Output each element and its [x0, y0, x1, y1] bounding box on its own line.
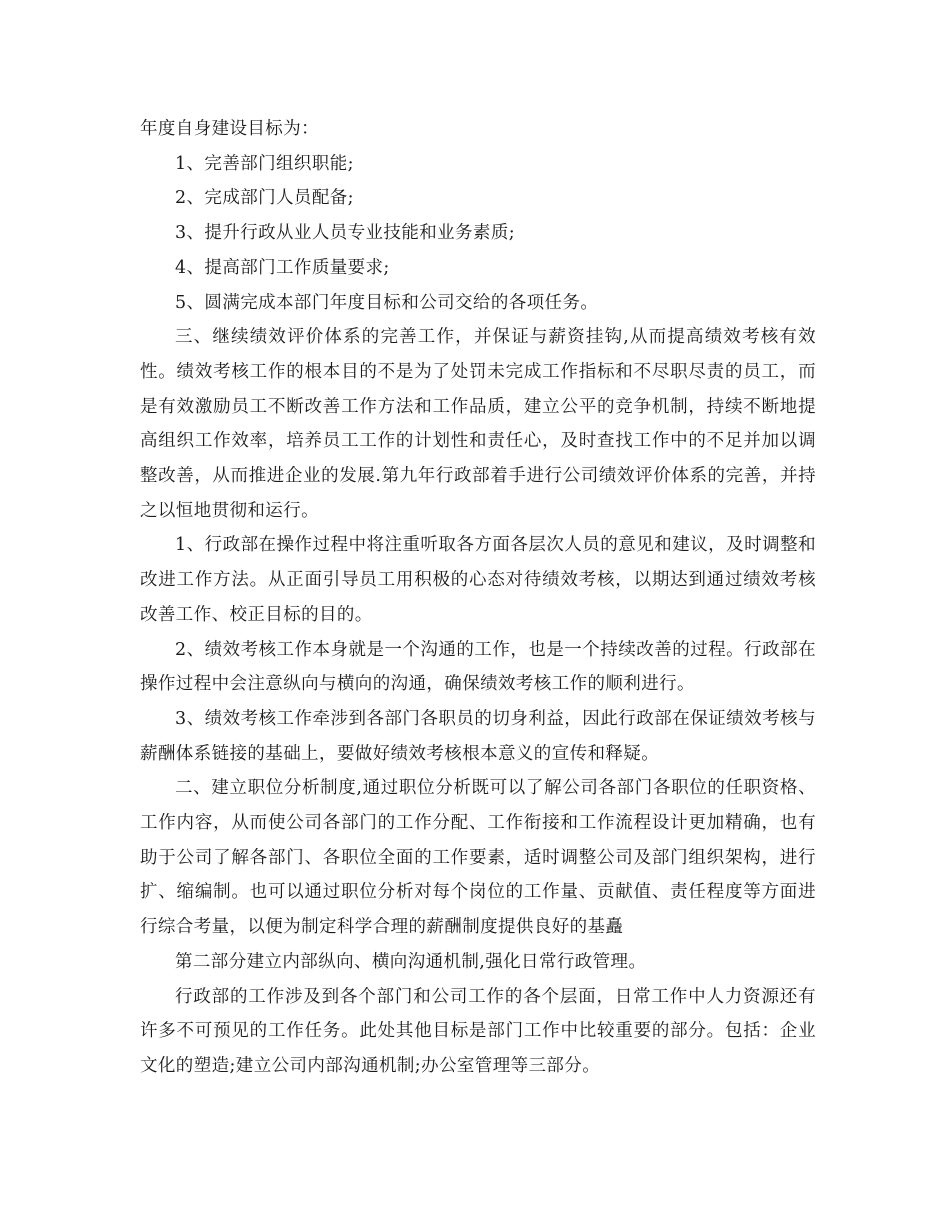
performance-point-3: 3、绩效考核工作牵涉到各部门各职员的切身利益，因此行政部在保证绩效考核与薪酬体系链接的基础上，要做好绩效考核根本意义的宣传和释疑。 [140, 708, 816, 764]
performance-point-2: 2、绩效考核工作本身就是一个沟通的工作，也是一个持续改善的过程。行政部在操作过程中会注意纵向与横向的沟通，确保绩效考核工作的顺利进行。 [140, 639, 816, 695]
list-item-5: 5、圆满完成本部门年度目标和公司交给的各项任务。 [175, 292, 599, 313]
section-job-analysis: 二、建立职位分析制度,通过职位分析既可以了解公司各部门各职位的任职资格、工作内容，从而使公司各部门的工作分配、工作衔接和工作流程设计更加精确，也有助于公司了解各部门、各职位全面的工作要素，适时调整公司及部门组织架构，进行扩、缩编制。也可以通过职位分析对每个岗位的工作量、贡献值、责任程度等方面进行综合考量，以便为制定科学合理的薪酬制度提供良好的基矗 [140, 778, 816, 938]
list-item-2: 2、完成部门人员配备; [175, 188, 354, 209]
paragraph-intro: 年度自身建设目标为： [140, 119, 319, 139]
list-item-4: 4、提高部门工作质量要求; [175, 257, 390, 278]
part-two-body: 行政部的工作涉及到各个部门和公司工作的各个层面，日常工作中人力资源还有许多不可预见的工作任务。此处其他目标是部门工作中比较重要的部分。包括：企业文化的塑造;建立公司内部沟通机制;办公室管理等三部分。 [140, 986, 816, 1076]
part-two-heading: 第二部分建立内部纵向、横向沟通机制,强化日常行政管理。 [175, 951, 647, 972]
section-performance-evaluation: 三、继续绩效评价体系的完善工作，并保证与薪资挂钩,从而提高绩效考核有效性。绩效考核工作的根本目的不是为了处罚未完成工作指标和不尽职尽责的员工，而是有效激励员工不断改善工作方法和工作品质，建立公平的竞争机制，持续不断地提高组织工作效率，培养员工工作的计划性和责任心，及时查找工作中的不足并加以调整改善，从而推进企业的发展.第九年行政部着手进行公司绩效评价体系的完善，并持之以恒地贯彻和运行。 [140, 327, 816, 521]
document-body [140, 112, 816, 1084]
list-item-3: 3、提升行政从业人员专业技能和业务素质; [175, 223, 516, 244]
performance-point-1: 1、行政部在操作过程中将注重听取各方面各层次人员的意见和建议，及时调整和改进工作方法。从正面引导员工用积极的心态对待绩效考核，以期达到通过绩效考核改善工作、校正目标的目的。 [140, 535, 816, 625]
list-item-1: 1、完善部门组织职能; [175, 153, 354, 174]
